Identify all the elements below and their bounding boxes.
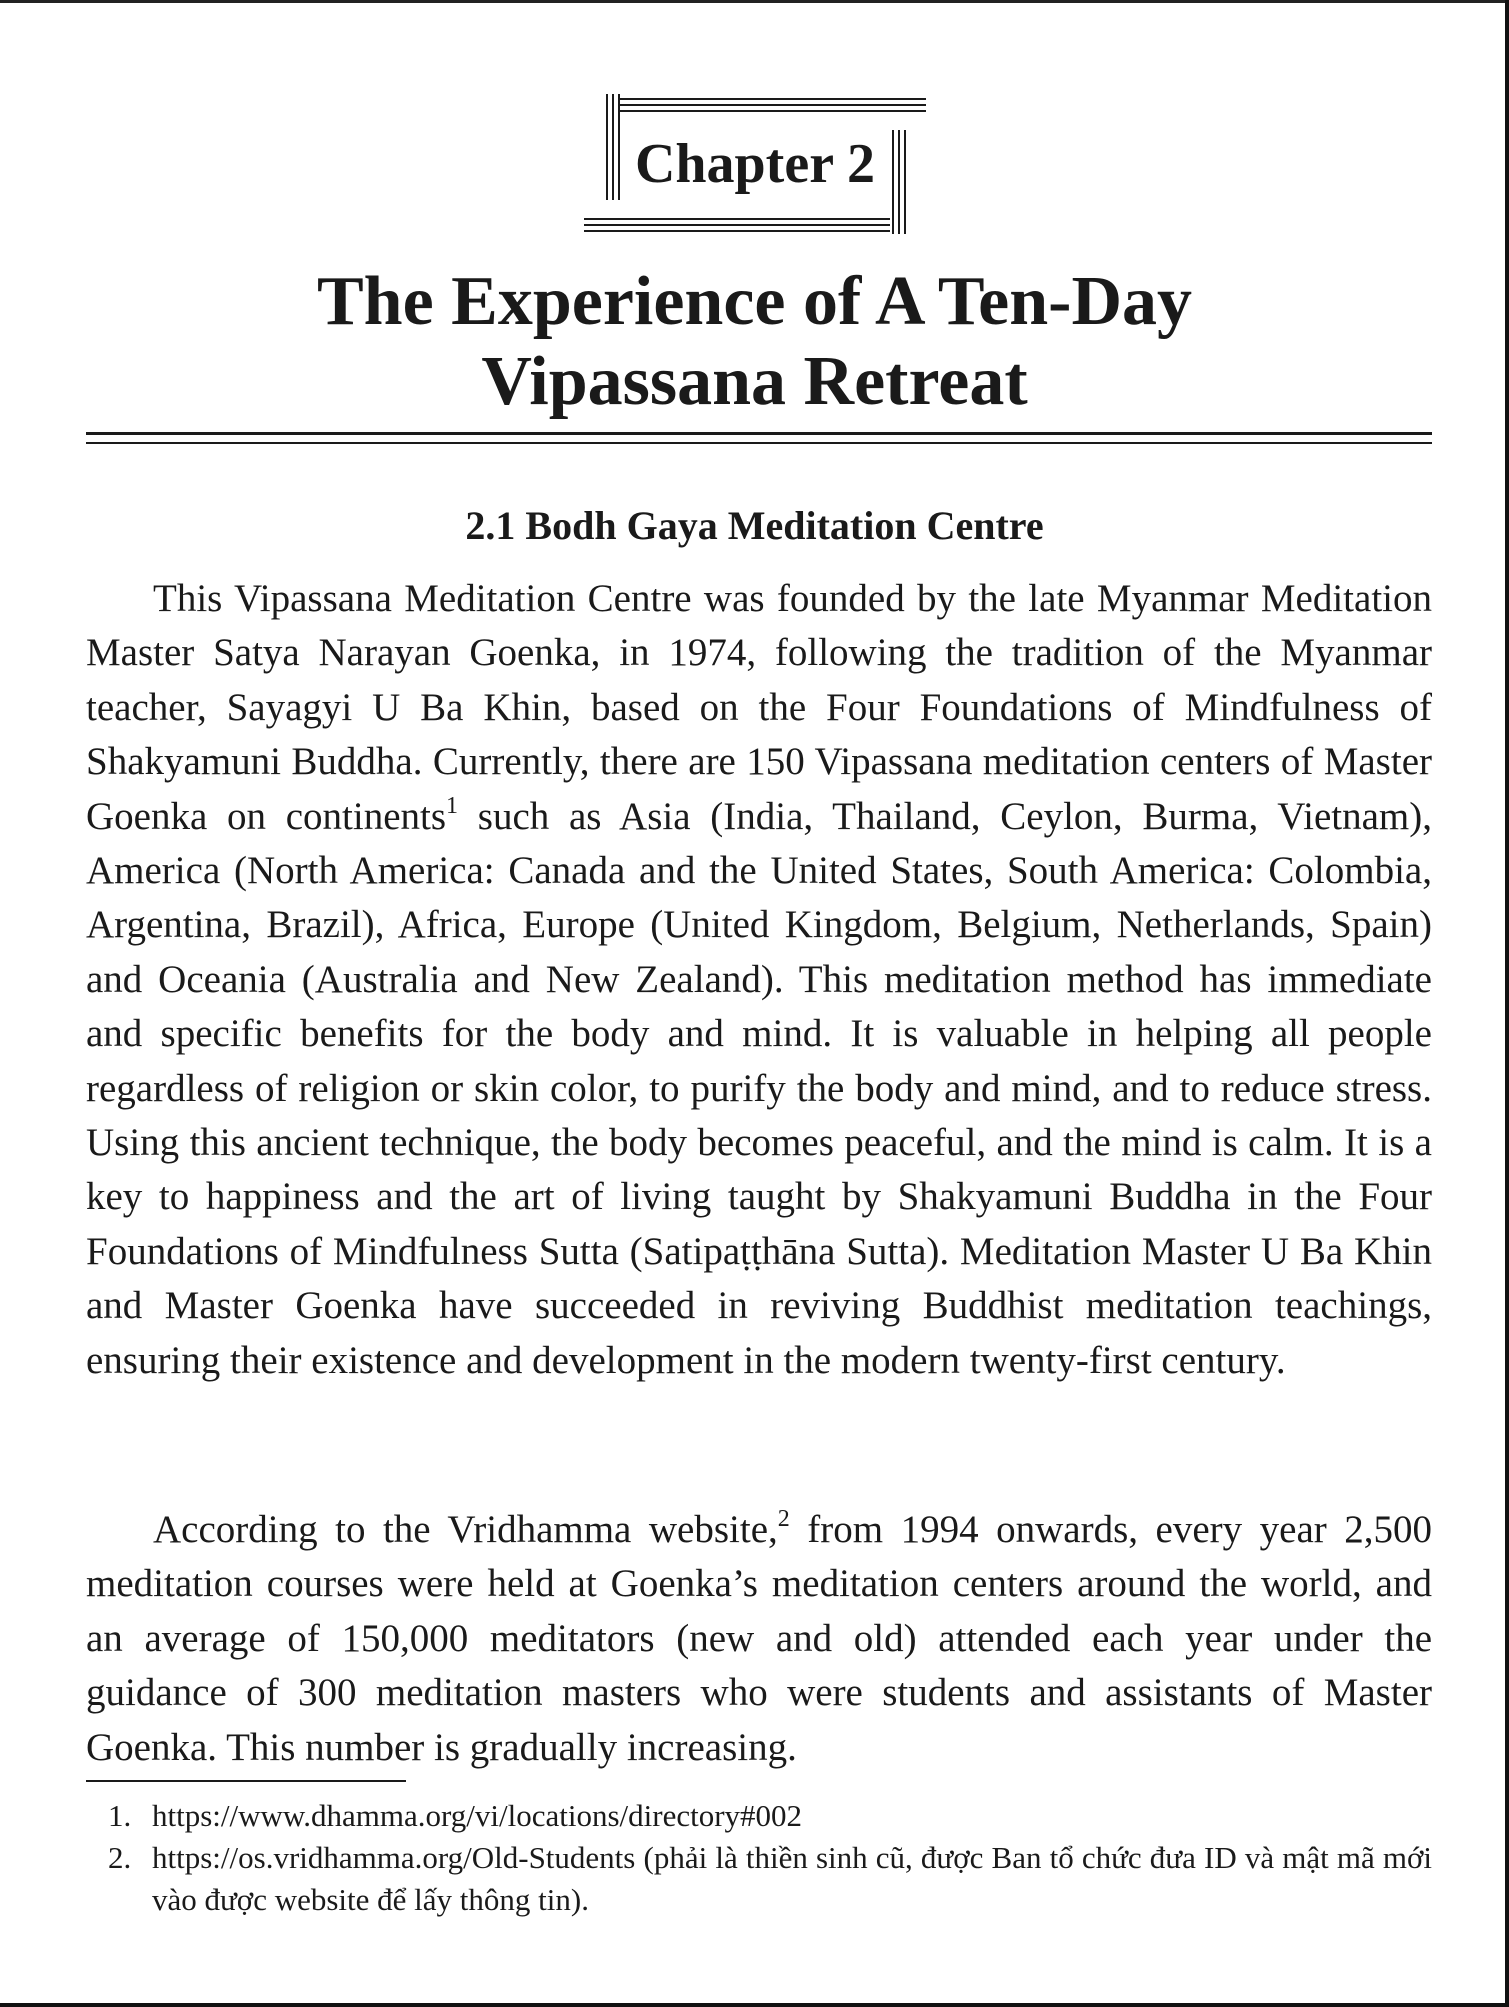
frame-vrule-left-3 [618, 94, 620, 200]
body-paragraph-2 [86, 1503, 1432, 1775]
chapter-label: Chapter 2 [634, 133, 876, 195]
paragraph-1-text-b: such as Asia (India, Thailand, Ceylon, Burma, Vietnam), America (North America: Canada and the United States, South America: Colombia, Argentina, Brazil), Africa, Europe (United Kingdom, Belgium, Netherlands, Spain) and Oceania (Australia and New Zealand). This meditation method has immediate and specific benefits for the body and mind. It is valuable in helping all people regardless of religion or skin color, to purify the body and mind, and to reduce stress. Using this ancient technique, the body becomes peaceful, and the mind is calm. It is a key to happiness and the art of living taught by Shakyamuni Buddha in the Four Foundations of Mindfulness Sutta (Satipaṭṭhāna Sutta). Meditation Master U Ba Khin and Master Goenka have succeeded in reviving Buddhist meditation teachings, ensuring their existence and development in the modern twenty-first century. [86, 794, 1432, 1382]
section-heading: 2.1 Bodh Gaya Meditation Centre [465, 503, 1044, 548]
footnote-link[interactable]: https://www.dhamma.org/vi/locations/directory#002 [152, 1798, 803, 1833]
frame-rule-top-1 [620, 98, 926, 100]
frame-rule-bottom-2 [584, 224, 890, 226]
frame-rule-top-3 [620, 110, 926, 112]
footnote-item [108, 1795, 1432, 1837]
chapter-frame [584, 94, 926, 234]
footnote-number: 1. [108, 1798, 132, 1833]
title-rule-thick [86, 432, 1432, 435]
frame-vrule-right-3 [904, 130, 906, 234]
frame-rule-top-2 [620, 104, 926, 106]
frame-vrule-left-2 [612, 94, 614, 200]
frame-rule-bottom-3 [584, 230, 890, 232]
footnote-link[interactable]: https://os.vridhamma.org/Old-Students (phải là thiền sinh cũ, được Ban tổ chức đưa ID và mật mã mới vào được website để lấy thông tin). [152, 1840, 1432, 1917]
paragraph-2-text-b: from 1994 onwards, every year 2,500 meditation courses were held at Goenka’s meditation centers around the world, and an average of 150,000 meditators (new and old) attended each year under the guidance of 300 meditation masters who were students and assistants of Master Goenka. This number is gradually increasing. [86, 1508, 1433, 1769]
page-edge-top [0, 0, 1509, 3]
frame-vrule-right-2 [898, 130, 900, 234]
footnote-number: 2. [108, 1840, 132, 1875]
body-paragraph-1 [86, 572, 1432, 1388]
frame-vrule-right-1 [892, 130, 894, 234]
footnote-separator [86, 1780, 406, 1782]
page-edge-bottom [0, 2003, 1509, 2007]
footnote-ref-2: 2 [777, 1506, 790, 1532]
footnotes-list [108, 1795, 1432, 1921]
footnote-ref-1: 1 [446, 792, 459, 819]
chapter-title [0, 262, 1509, 422]
frame-vrule-left-1 [606, 94, 608, 200]
chapter-title-line-1: The Experience of A Ten-Day [316, 263, 1193, 340]
paragraph-2-text-a: According to the Vridhamma website, [153, 1508, 778, 1551]
paragraph-1-text-a: This Vipassana Meditation Centre was founded by the late Myanmar Meditation Master Satya Narayan Goenka, in 1974, following the tradition of the Myanmar teacher, Sayagyi U Ba Khin, based on the Four Foundations of Mindfulness of Shakyamuni Buddha. Currently, there are 150 Vipassana meditation centers of Master Goenka on continents [86, 577, 1432, 838]
chapter-title-line-2: Vipassana Retreat [481, 343, 1028, 420]
footnote-item [108, 1837, 1432, 1921]
frame-rule-bottom-1 [584, 218, 890, 220]
title-rule-thin [86, 442, 1432, 444]
